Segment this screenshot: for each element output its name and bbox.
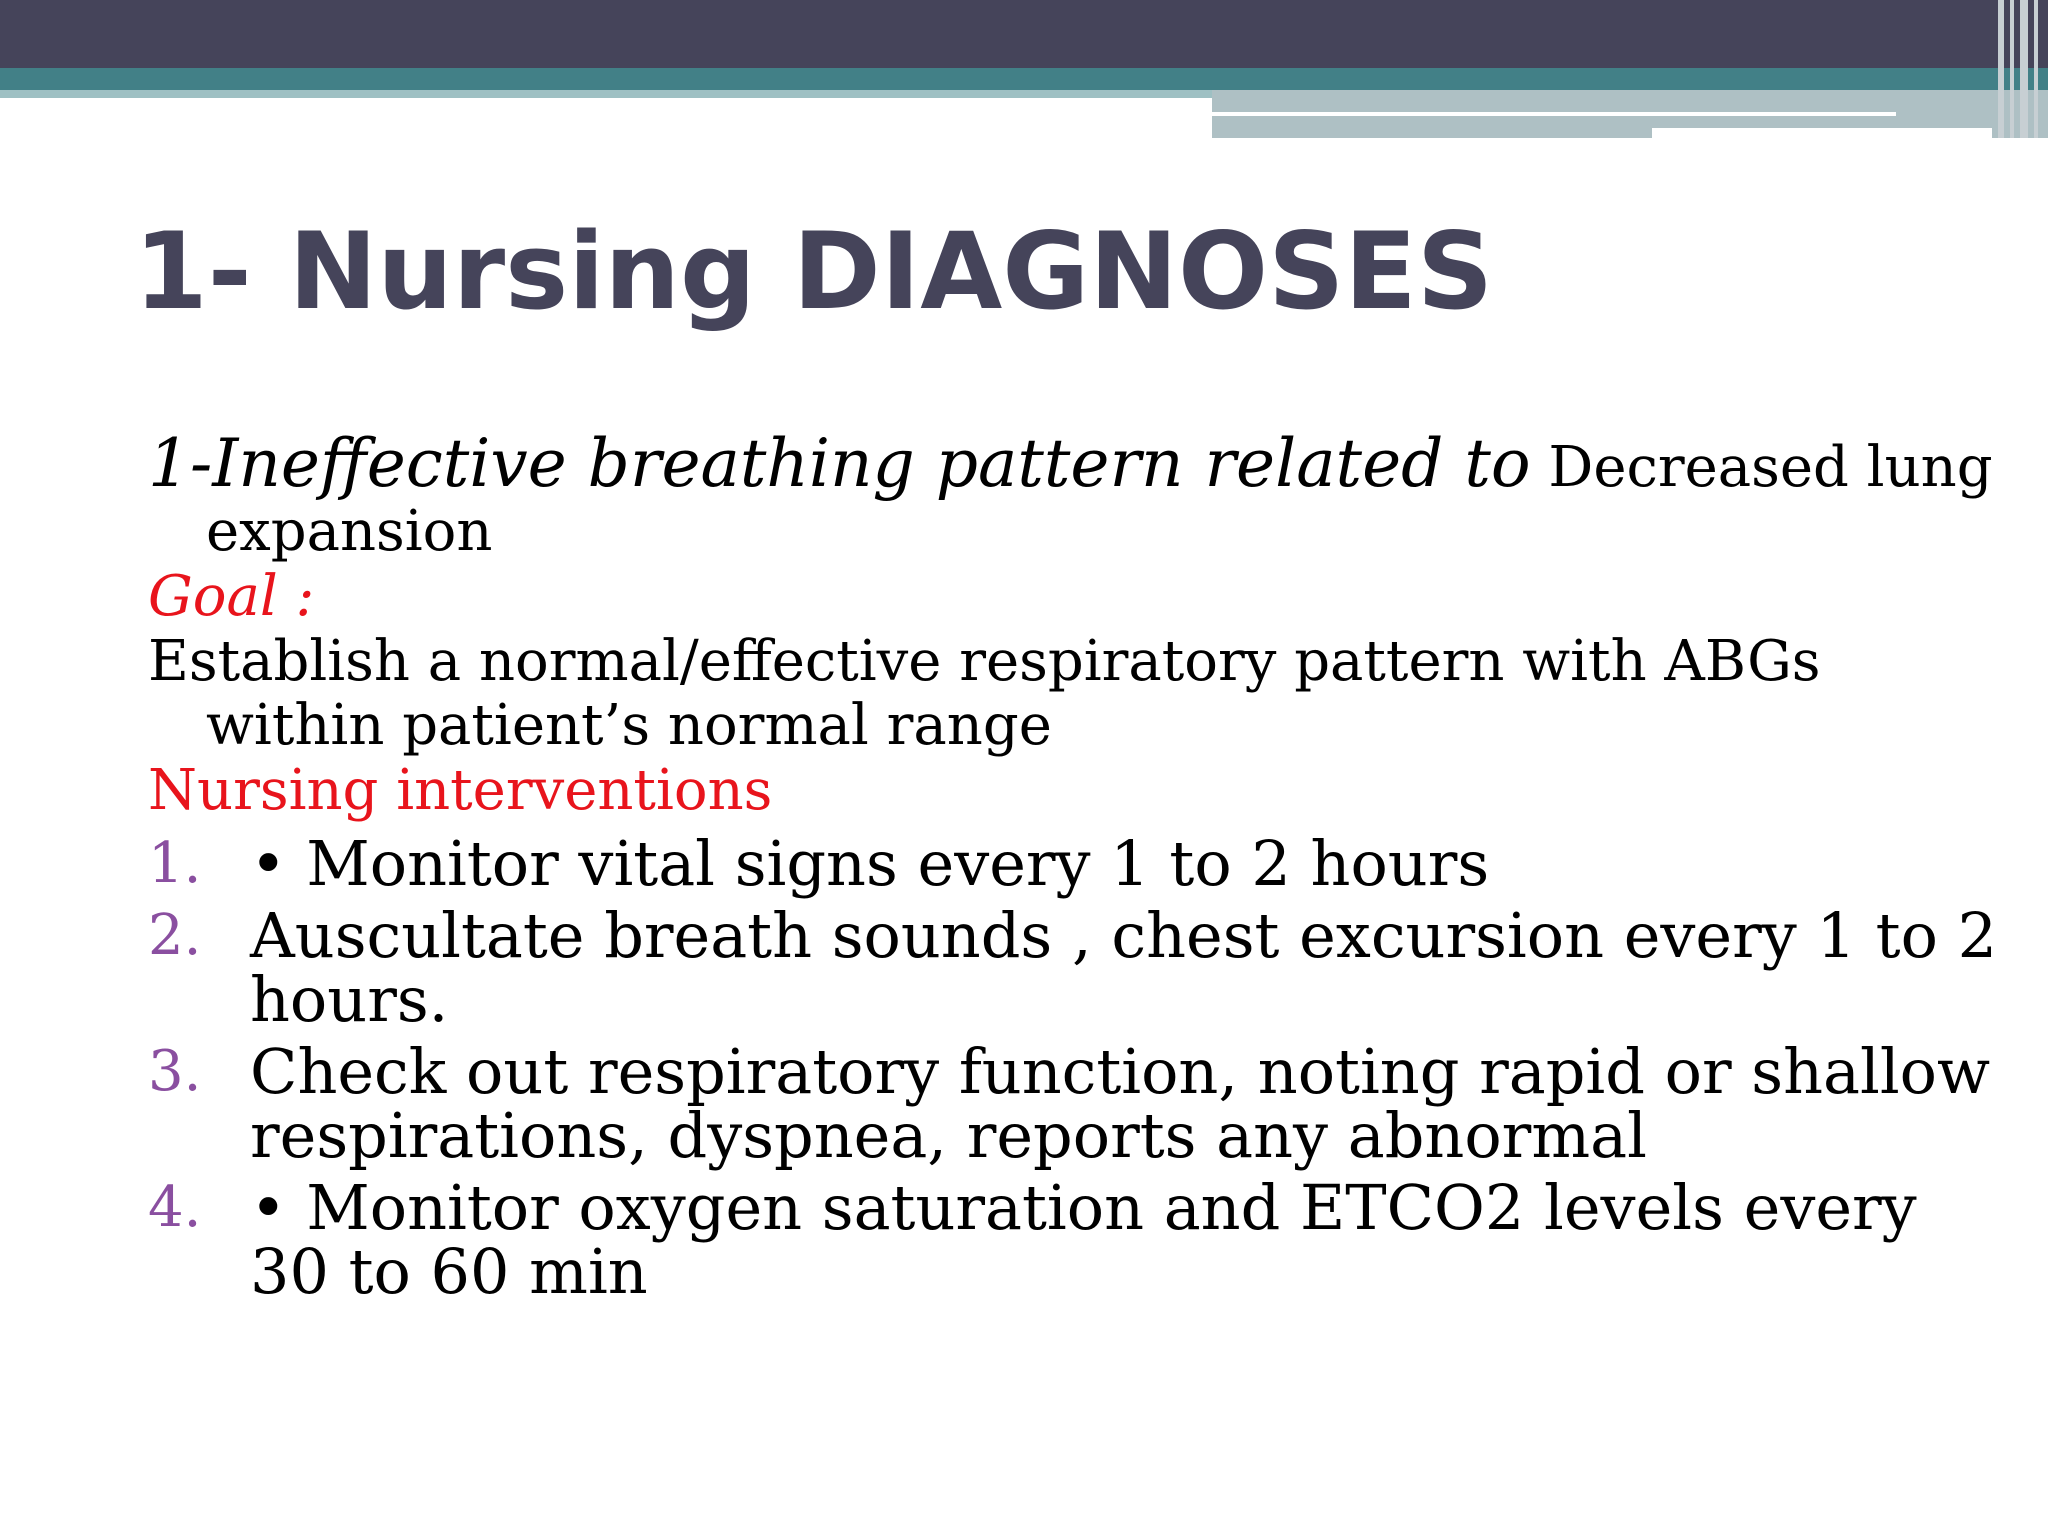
diagnosis-statement	[148, 425, 2008, 564]
list-item-text: Auscultate breath sounds , chest excursion every 1 to 2 hours.	[250, 899, 1998, 1036]
goal-text: Establish a normal/effective respiratory pattern with ABGs within patient’s normal range	[148, 629, 1821, 758]
list-item	[148, 827, 2008, 900]
interventions-list	[148, 827, 2008, 1308]
list-item-text: Check out respiratory function, noting rapid or shallow respirations, dyspnea, reports any abnormal	[250, 1035, 1991, 1172]
list-item-number: 3.	[148, 1039, 202, 1104]
header-bar-dark	[0, 0, 2048, 68]
slide-content	[148, 425, 2008, 1308]
slide-title: 1- Nursing DIAGNOSES	[134, 210, 1494, 333]
list-item-number: 2.	[148, 903, 202, 968]
list-item-number: 4.	[148, 1175, 202, 1240]
header-right-stripes	[1994, 0, 2048, 138]
list-item-number: 1.	[148, 831, 202, 896]
list-item	[148, 1035, 2008, 1172]
list-item-text: • Monitor vital signs every 1 to 2 hours	[250, 827, 1490, 900]
diagnosis-label: 1-Ineffective breathing pattern related to	[148, 425, 1531, 502]
interventions-heading: Nursing interventions	[148, 758, 773, 823]
diagnosis-cause: Decreased lung expansion	[206, 435, 1993, 564]
list-item	[148, 1171, 2008, 1308]
header-white-line	[1212, 112, 1896, 116]
list-item-text: • Monitor oxygen saturation and ETCO2 levels every 30 to 60 min	[250, 1171, 1917, 1308]
header-white-line-short	[1652, 128, 1992, 138]
header-bar-teal-light	[0, 90, 1212, 98]
header-bar-teal	[0, 68, 2048, 90]
list-item	[148, 899, 2008, 1036]
goal-heading: Goal :	[148, 564, 315, 629]
